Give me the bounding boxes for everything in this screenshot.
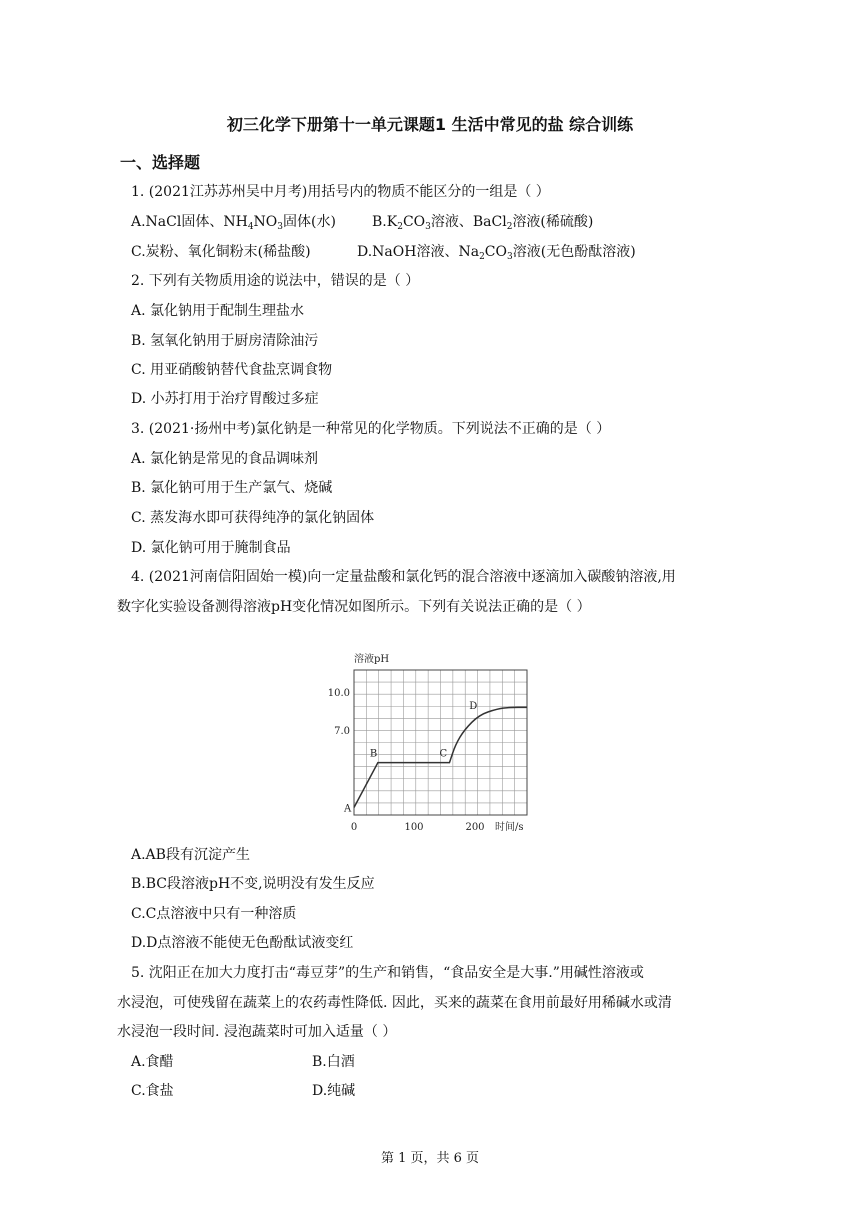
point-label-d: D xyxy=(469,700,478,712)
point-label-c: C xyxy=(439,748,448,760)
q1-option-b: $B.K_2CO_3$溶液、BaCl$_2$溶液(稀硫酸) xyxy=(372,214,594,232)
x-tick-0: 0 xyxy=(350,822,358,833)
point-label-b: B xyxy=(369,748,378,760)
q5-option-d: D.纯碱 xyxy=(312,1083,356,1099)
q4-option-b: B.BC段溶液pH不变,说明没有发生反应 xyxy=(131,876,375,892)
chart-grid xyxy=(354,670,527,815)
q2-option-d: D. 小苏打用于治疗胃酸过多症 xyxy=(131,391,319,407)
q4-stem-line2: 数字化实验设备测得溶液pH变化情况如图所示。下列有关说法正确的是（ ） xyxy=(117,599,591,615)
q1-option-a: A.NaCl固体、$NH_4NO_3$固体(水) xyxy=(131,214,336,232)
section-heading: 一、选择题 xyxy=(120,153,201,172)
x-axis-label: 时间/s xyxy=(495,822,524,833)
x-tick-200: 200 xyxy=(465,822,485,833)
y-tick-7: 7.0 xyxy=(334,726,350,737)
q2-stem: 2. 下列有关物质用途的说法中，错误的是（ ） xyxy=(131,273,420,289)
q2-option-b: B. 氢氧化钠用于厨房清除油污 xyxy=(131,333,319,349)
q3-option-a: A. 氯化钠是常见的食品调味剂 xyxy=(131,451,319,467)
x-tick-100: 100 xyxy=(404,822,424,833)
ph-chart xyxy=(320,648,540,838)
q3-stem: 3. (2021·扬州中考)氯化钠是一种常见的化学物质。下列说法不正确的是（ ） xyxy=(131,421,611,437)
q5-option-c: C.食盐 xyxy=(131,1083,174,1099)
page-footer: 第 1 页，共 6 页 xyxy=(380,1151,480,1166)
q4-option-d: D.D点溶液不能使无色酚酞试液变红 xyxy=(131,935,354,951)
q4-option-c: C.C点溶液中只有一种溶质 xyxy=(131,906,297,922)
q2-option-c: C. 用亚硝酸钠替代食盐烹调食物 xyxy=(131,362,333,378)
q4-stem-line1: 4. (2021河南信阳固始一模)向一定量盐酸和氯化钙的混合溶液中逐滴加入碳酸钠溶液,用 xyxy=(131,569,676,585)
q4-option-a: A.AB段有沉淀产生 xyxy=(131,847,250,863)
page-title: 初三化学下册第十一单元课题1 生活中常见的盐 综合训练 xyxy=(226,115,634,134)
q5-stem-line3: 水浸泡一段时间. 浸泡蔬菜时可加入适量（ ） xyxy=(117,1024,397,1040)
y-axis-label: 溶液pH xyxy=(354,654,390,665)
q5-option-a: A.食醋 xyxy=(131,1054,174,1070)
q1-stem: 1. (2021江苏苏州吴中月考)用括号内的物质不能区分的一组是（ ） xyxy=(131,184,550,200)
q3-option-b: B. 氯化钠可用于生产氯气、烧碱 xyxy=(131,480,333,496)
q5-stem-line1: 5. 沈阳正在加大力度打击“毒豆芽”的生产和销售，“食品安全是大事.”用碱性溶液或 xyxy=(131,965,644,981)
q5-option-b: B.白酒 xyxy=(312,1054,355,1070)
point-label-a: A xyxy=(344,803,352,815)
q1-option-d: D.NaOH溶液、$Na_2CO_3$溶液(无色酚酞溶液) xyxy=(357,244,636,262)
q1-option-c: C.炭粉、氧化铜粉末(稀盐酸) xyxy=(131,244,311,260)
q2-option-a: A. 氯化钠用于配制生理盐水 xyxy=(131,303,305,319)
q5-stem-line2: 水浸泡，可使残留在蔬菜上的农药毒性降低. 因此，买来的蔬菜在食用前最好用稀碱水或清 xyxy=(117,995,672,1011)
q3-option-c: C. 蒸发海水即可获得纯净的氯化钠固体 xyxy=(131,510,375,526)
q3-option-d: D. 氯化钠可用于腌制食品 xyxy=(131,540,291,556)
y-tick-10: 10.0 xyxy=(327,688,350,699)
